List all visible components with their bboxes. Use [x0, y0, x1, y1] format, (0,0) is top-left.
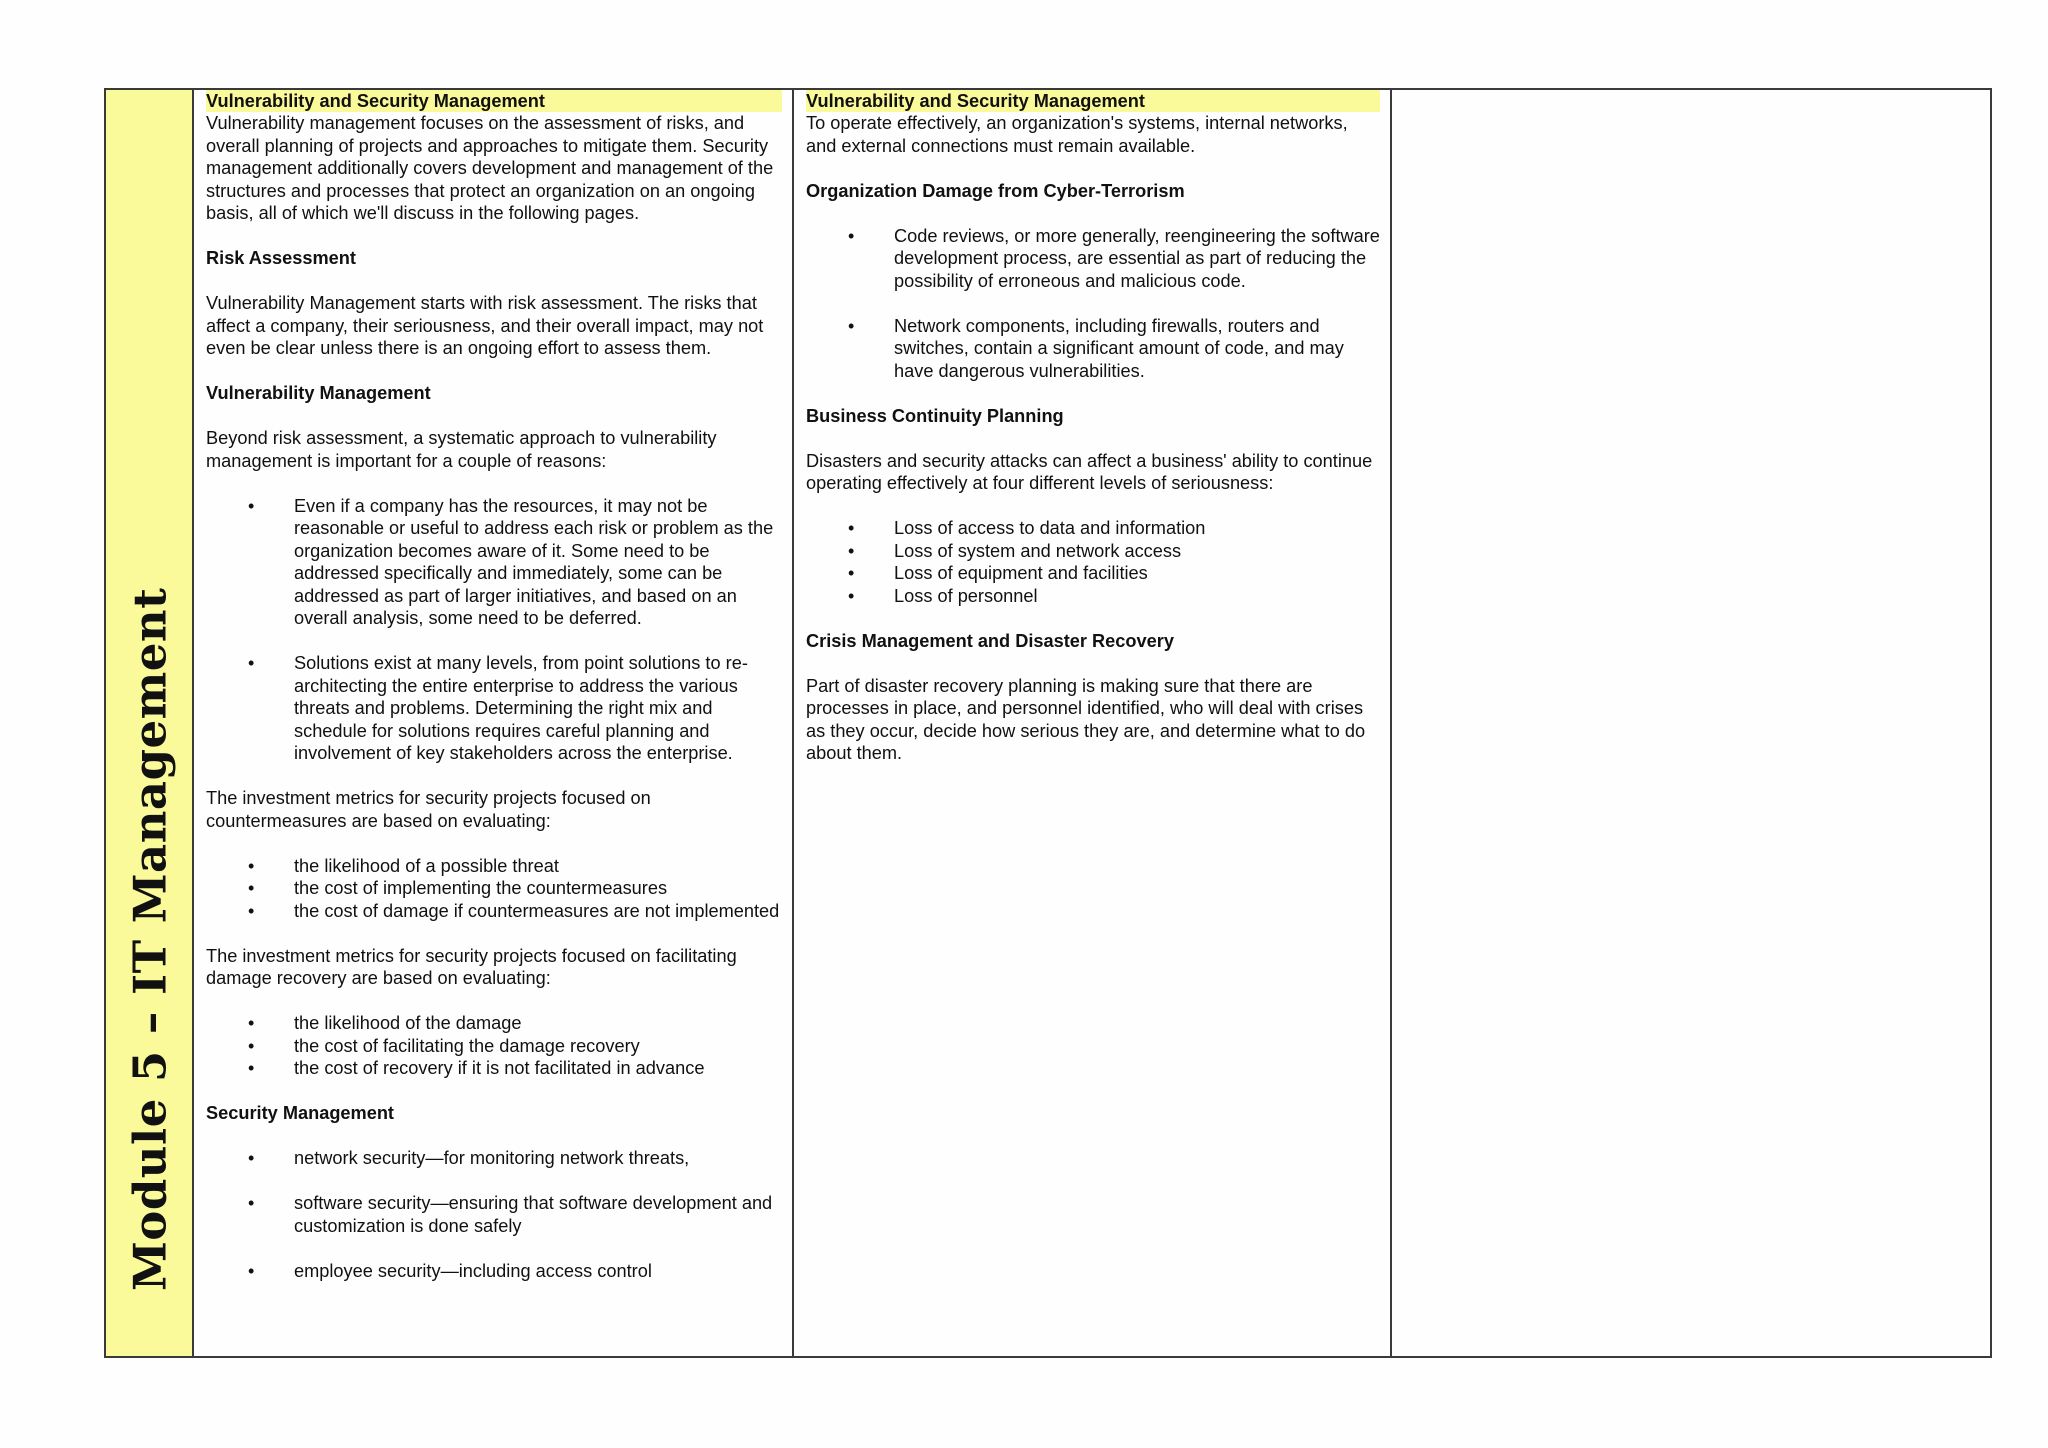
countermeasure-metrics-text: The investment metrics for security projects focused on countermeasures are based on evaluating: — [206, 788, 651, 831]
column-1-intro: Vulnerability management focuses on the assessment of risks, and overall planning of projects and approaches to mitigate them. Security management additionally covers development and management of the structures and processes that protect an organization on an ongoing basis, all of which we'll discuss in the following pages. — [206, 113, 774, 223]
business-continuity-bullets — [806, 517, 1380, 607]
list-item: • the likelihood of the damage — [206, 1012, 782, 1035]
cyber-terrorism-heading: Organization Damage from Cyber-Terrorism — [806, 180, 1185, 201]
business-continuity-heading: Business Continuity Planning — [806, 405, 1064, 426]
recovery-bullets — [206, 1012, 782, 1080]
countermeasure-bullets — [206, 855, 782, 923]
vulnerability-management-text: Beyond risk assessment, a systematic approach to vulnerability management is important for a couple of reasons: — [206, 428, 717, 471]
content-column-3-empty — [1392, 90, 1990, 1356]
list-item: • Loss of equipment and facilities — [806, 562, 1380, 585]
list-item: • the cost of recovery if it is not facilitated in advance — [206, 1057, 782, 1080]
business-continuity-text: Disasters and security attacks can affect a business' ability to continue operating effectively at four different levels of seriousness: — [806, 450, 1373, 493]
list-item: • software security—ensuring that software development and customization is done safely — [206, 1192, 782, 1237]
list-item: • Network components, including firewalls, routers and switches, contain a significant amount of code, and may have dangerous vulnerabilities. — [806, 315, 1380, 383]
column-2-heading: Vulnerability and Security Management — [806, 90, 1380, 112]
content-column-2 — [794, 90, 1392, 1356]
list-item: • the cost of damage if countermeasures are not implemented — [206, 900, 782, 923]
list-item: • Loss of system and network access — [806, 540, 1380, 563]
list-item: • Even if a company has the resources, it may not be reasonable or useful to address each risk or problem as the organization becomes aware of it. Some need to be addressed specifically and immediately, some can be addressed as part of larger initiatives, and based on an overall analysis, some need to be deferred. — [206, 495, 782, 630]
module-title: Module 5 – IT Management — [123, 587, 177, 1291]
cyber-terrorism-bullets — [806, 225, 1380, 383]
list-item: • the cost of facilitating the damage recovery — [206, 1035, 782, 1058]
column-2-intro: To operate effectively, an organization's systems, internal networks, and external connections must remain available. — [806, 113, 1348, 156]
list-item: • Loss of personnel — [806, 585, 1380, 608]
recovery-metrics-text: The investment metrics for security projects focused on facilitating damage recovery are based on evaluating: — [206, 945, 737, 988]
crisis-management-heading: Crisis Management and Disaster Recovery — [806, 630, 1174, 651]
list-item: • Loss of access to data and information — [806, 517, 1380, 540]
list-item: • employee security—including access control — [206, 1260, 782, 1283]
module-sidebar — [106, 90, 194, 1356]
column-1-heading: Vulnerability and Security Management — [206, 90, 782, 112]
vulnerability-bullets — [206, 495, 782, 765]
risk-assessment-heading: Risk Assessment — [206, 248, 356, 268]
vulnerability-management-heading: Vulnerability Management — [206, 383, 431, 403]
security-management-bullets — [206, 1147, 782, 1282]
content-column-1 — [194, 90, 794, 1356]
crisis-management-text: Part of disaster recovery planning is making sure that there are processes in place, and personnel identified, who will deal with crises as they occur, decide how serious they are, and determine what to do about them. — [806, 675, 1366, 763]
risk-assessment-text: Vulnerability Management starts with risk assessment. The risks that affect a company, their seriousness, and their overall impact, may not even be clear unless there is an ongoing effort to assess them. — [206, 293, 764, 358]
list-item: • the likelihood of a possible threat — [206, 855, 782, 878]
security-management-heading: Security Management — [206, 1103, 394, 1123]
list-item: • Solutions exist at many levels, from point solutions to re-architecting the entire enterprise to address the various threats and problems. Determining the right mix and schedule for solutions requires careful planning and involvement of key stakeholders across the enterprise. — [206, 652, 782, 765]
list-item: • the cost of implementing the countermeasures — [206, 877, 782, 900]
list-item: • Code reviews, or more generally, reengineering the software development process, are essential as part of reducing the possibility of erroneous and malicious code. — [806, 225, 1380, 293]
list-item: • network security—for monitoring network threats, — [206, 1147, 782, 1170]
notes-table — [104, 88, 1992, 1358]
